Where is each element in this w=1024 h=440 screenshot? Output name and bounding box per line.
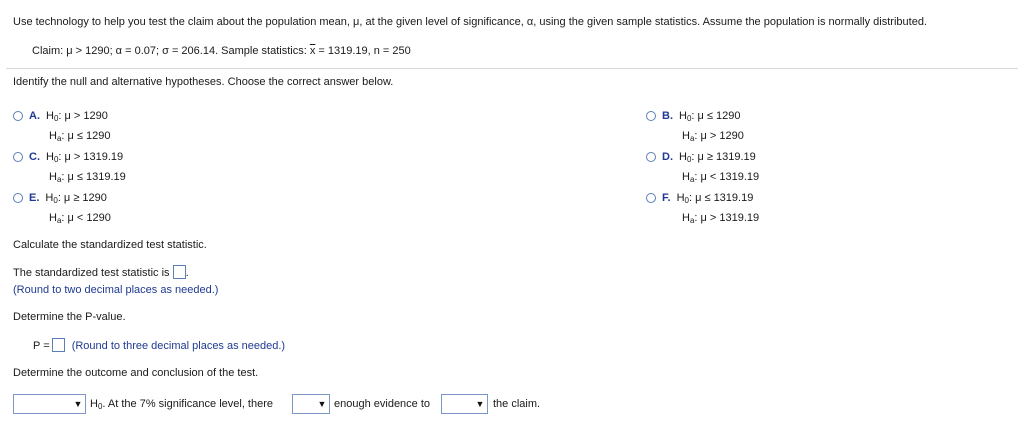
evidence-dropdown[interactable] [292,394,330,414]
option-a-ha: : μ ≤ 1290 [61,130,111,142]
option-letter: E. [29,192,40,204]
claim-line [32,45,411,57]
test-statistic-prompt: Calculate the standardized test statistic. [13,239,207,251]
ha-subscript: a [56,175,62,184]
option-c-ha: : μ ≤ 1319.19 [61,171,126,183]
option-d[interactable] [646,147,759,187]
test-statistic-label: The standardized test statistic is [13,267,170,279]
option-b-h0: : μ ≤ 1290 [691,110,741,122]
option-c[interactable] [13,147,126,187]
conclusion-text1: . At the 7% significance level, there [102,398,274,410]
ha-label: H [682,212,690,224]
p-value-hint: (Round to three decimal places as needed.) [71,340,286,352]
ha-subscript: a [56,134,62,143]
p-value-answer-box[interactable] [52,338,65,352]
dropdown-arrow-icon[interactable]: ▼ [475,399,485,409]
xbar-symbol: $\overline{x}$ [309,45,316,57]
ha-label: H [49,212,57,224]
hypotheses-prompt: Identify the null and alternative hypotheses. Choose the correct answer below. [13,76,394,88]
option-e-ha: : μ < 1290 [61,212,111,224]
p-value-prompt: Determine the P-value. [13,311,126,323]
radio-button[interactable] [646,152,656,162]
divider [6,68,1018,69]
p-value-label: P = [33,340,50,352]
claim-prefix: Claim: μ > 1290; α = 0.07; σ = 206.14. Sample statistics: [32,45,310,57]
option-e[interactable] [13,188,111,228]
claim-action-dropdown[interactable] [441,394,488,414]
h0-subscript: 0 [53,114,59,123]
conclusion-prompt: Determine the outcome and conclusion of the test. [13,367,259,379]
conclusion-text-2: enough evidence to [334,398,431,410]
ha-label: H [49,171,57,183]
radio-button[interactable] [13,111,23,121]
option-b[interactable] [646,106,744,146]
ha-label: H [682,130,690,142]
option-f-h0: : μ ≤ 1319.19 [688,192,754,204]
ha-subscript: a [56,216,62,225]
ha-subscript: a [689,216,695,225]
test-statistic-period: . [185,267,189,279]
option-letter: F. [662,192,671,204]
ha-subscript: a [689,175,695,184]
ha-subscript: a [689,134,695,143]
h0-label: H [46,110,54,122]
h0-label: H [676,192,685,204]
p-value-line [33,338,285,352]
option-d-ha: : μ < 1319.19 [694,171,760,183]
radio-button[interactable] [13,193,23,203]
radio-button[interactable] [646,193,656,203]
h0-label: H [679,110,687,122]
option-letter: A. [29,110,40,122]
option-b-ha: : μ > 1290 [694,130,744,142]
intro-text: Use technology to help you test the claim about the population mean, μ, at the given level of significance, α, using the given sample statistics. Assume the population is normally distributed. [13,16,927,28]
ha-label: H [49,130,57,142]
h0-label: H [45,192,54,204]
conclusion-text-1 [90,398,273,411]
h0-subscript: 0 [53,155,59,164]
claim-suffix: = 1319.19, n = 250 [315,45,411,57]
option-e-h0: : μ ≥ 1290 [57,192,107,204]
test-statistic-line [13,265,189,279]
option-f[interactable] [646,188,759,228]
radio-button[interactable] [646,111,656,121]
dropdown-arrow-icon[interactable]: ▼ [317,399,327,409]
conclusion-text-3: the claim. [493,398,541,410]
h0-subscript: 0 [684,196,689,205]
h0-subscript: 0 [686,155,692,164]
h0-subscript: 0 [97,402,103,411]
h0-label: H [90,398,98,410]
test-statistic-answer-box[interactable] [173,265,186,279]
option-letter: D. [662,151,673,163]
option-a[interactable] [13,106,110,146]
ha-label: H [682,171,690,183]
h0-subscript: 0 [53,196,58,205]
dropdown-arrow-icon[interactable]: ▼ [73,399,83,409]
option-f-ha: : μ > 1319.19 [694,212,760,224]
h0-label: H [46,151,54,163]
option-letter: B. [662,110,673,122]
option-a-h0: : μ > 1290 [58,110,108,122]
test-statistic-hint: (Round to two decimal places as needed.) [13,284,219,296]
h0-subscript: 0 [686,114,692,123]
radio-button[interactable] [13,152,23,162]
option-c-h0: : μ > 1319.19 [58,151,124,163]
option-letter: C. [29,151,40,163]
decision-dropdown[interactable] [13,394,86,414]
option-d-h0: : μ ≥ 1319.19 [691,151,756,163]
h0-label: H [679,151,687,163]
